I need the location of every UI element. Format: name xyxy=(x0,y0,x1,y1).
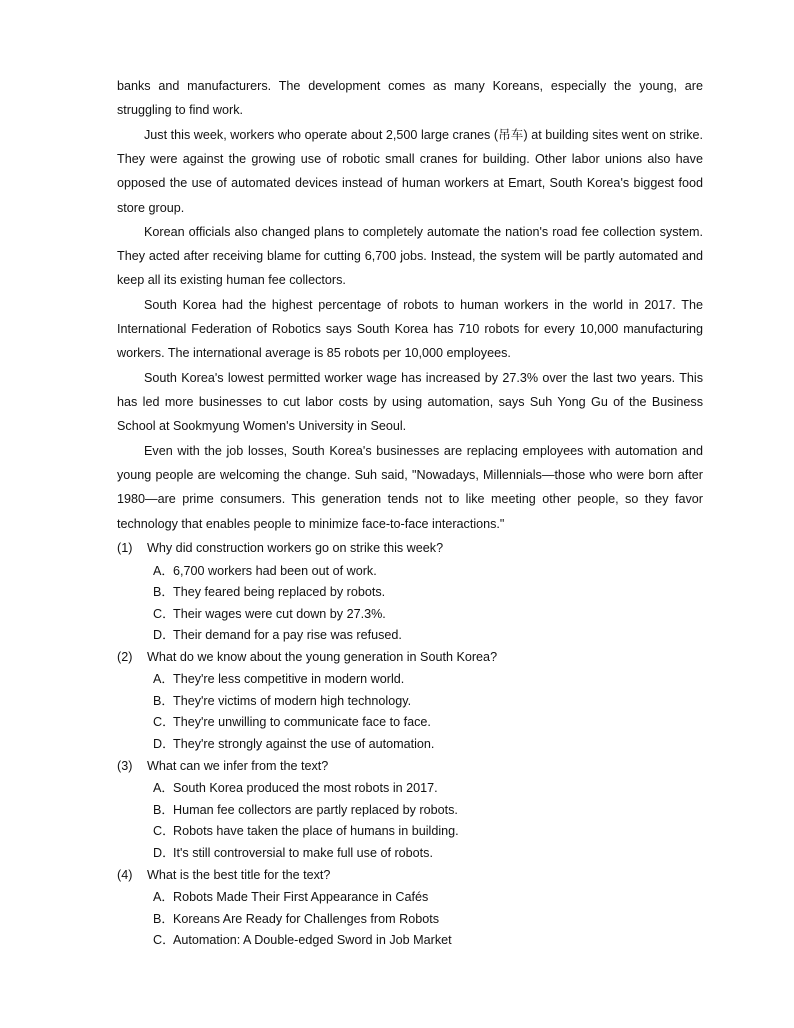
question-number: (1) xyxy=(117,541,133,555)
option-3c: C．Robots have taken the place of humans in building. xyxy=(153,824,459,838)
question-text: What do we know about the young generation in South Korea? xyxy=(147,650,498,664)
question-number: (2) xyxy=(117,650,133,664)
question-text: Why did construction workers go on strike this week? xyxy=(147,541,444,555)
question-1 xyxy=(117,539,703,557)
passage-paragraph-5: South Korea's lowest permitted worker wage has increased by 27.3% over the last two years. This has led more businesses to cut labor costs by using automation, says Suh Yong Gu of the Business School at Sookmyung Women's University in Seoul. xyxy=(117,371,703,434)
option-1d: D．Their demand for a pay rise was refused. xyxy=(153,628,402,642)
question-number: (3) xyxy=(117,759,133,773)
passage-paragraph-1: banks and manufacturers. The development comes as many Koreans, especially the young, are struggling to find work. xyxy=(117,79,703,118)
passage-paragraph-3: Korean officials also changed plans to completely automate the nation's road fee collection system. They acted after receiving blame for cutting 6,700 jobs. Instead, the system will be partly automated and keep all its existing human fee collectors. xyxy=(117,225,703,288)
option-2a: A．They're less competitive in modern world. xyxy=(153,672,405,686)
question-4 xyxy=(117,866,703,884)
question-number: (4) xyxy=(117,868,133,882)
passage-paragraph-6: Even with the job losses, South Korea's businesses are replacing employees with automation and young people are welcoming the change. Suh said, "Nowadays, Millennials—those who were born after 1980—are prime consumers. This generation tends not to like meeting other people, so they favor technology that enables people to minimize face-to-face interactions." xyxy=(117,444,703,531)
option-4a: A．Robots Made Their First Appearance in Cafés xyxy=(153,890,429,904)
option-3d: D．It's still controversial to make full use of robots. xyxy=(153,846,433,860)
question-text: What is the best title for the text? xyxy=(147,868,331,882)
option-1b: B．They feared being replaced by robots. xyxy=(153,585,386,599)
option-4c: C．Automation: A Double-edged Sword in Job Market xyxy=(153,933,452,947)
option-1a: A．6,700 workers had been out of work. xyxy=(153,564,377,578)
option-1c: C．Their wages were cut down by 27.3%. xyxy=(153,607,386,621)
passage-paragraph-4: South Korea had the highest percentage of robots to human workers in the world in 2017. The International Federation of Robotics says South Korea has 710 robots for every 10,000 manufacturing workers. The international average is 85 robots per 10,000 employees. xyxy=(117,298,703,361)
question-2 xyxy=(117,648,703,666)
option-3a: A．South Korea produced the most robots in 2017. xyxy=(153,781,438,795)
option-2d: D．They're strongly against the use of automation. xyxy=(153,737,435,751)
option-4b: B．Koreans Are Ready for Challenges from Robots xyxy=(153,912,440,926)
option-3b: B．Human fee collectors are partly replaced by robots. xyxy=(153,803,458,817)
option-2b: B．They're victims of modern high technology. xyxy=(153,694,412,708)
passage-paragraph-2: Just this week, workers who operate about 2,500 large cranes (吊车) at building sites went on strike. They were against the growing use of robotic small cranes for building. Other labor unions also have opposed the use of automated devices instead of human workers at Emart, South Korea's biggest food store group. xyxy=(117,128,703,215)
option-2c: C．They're unwilling to communicate face to face. xyxy=(153,715,431,729)
question-text: What can we infer from the text? xyxy=(147,759,329,773)
question-3 xyxy=(117,757,703,775)
